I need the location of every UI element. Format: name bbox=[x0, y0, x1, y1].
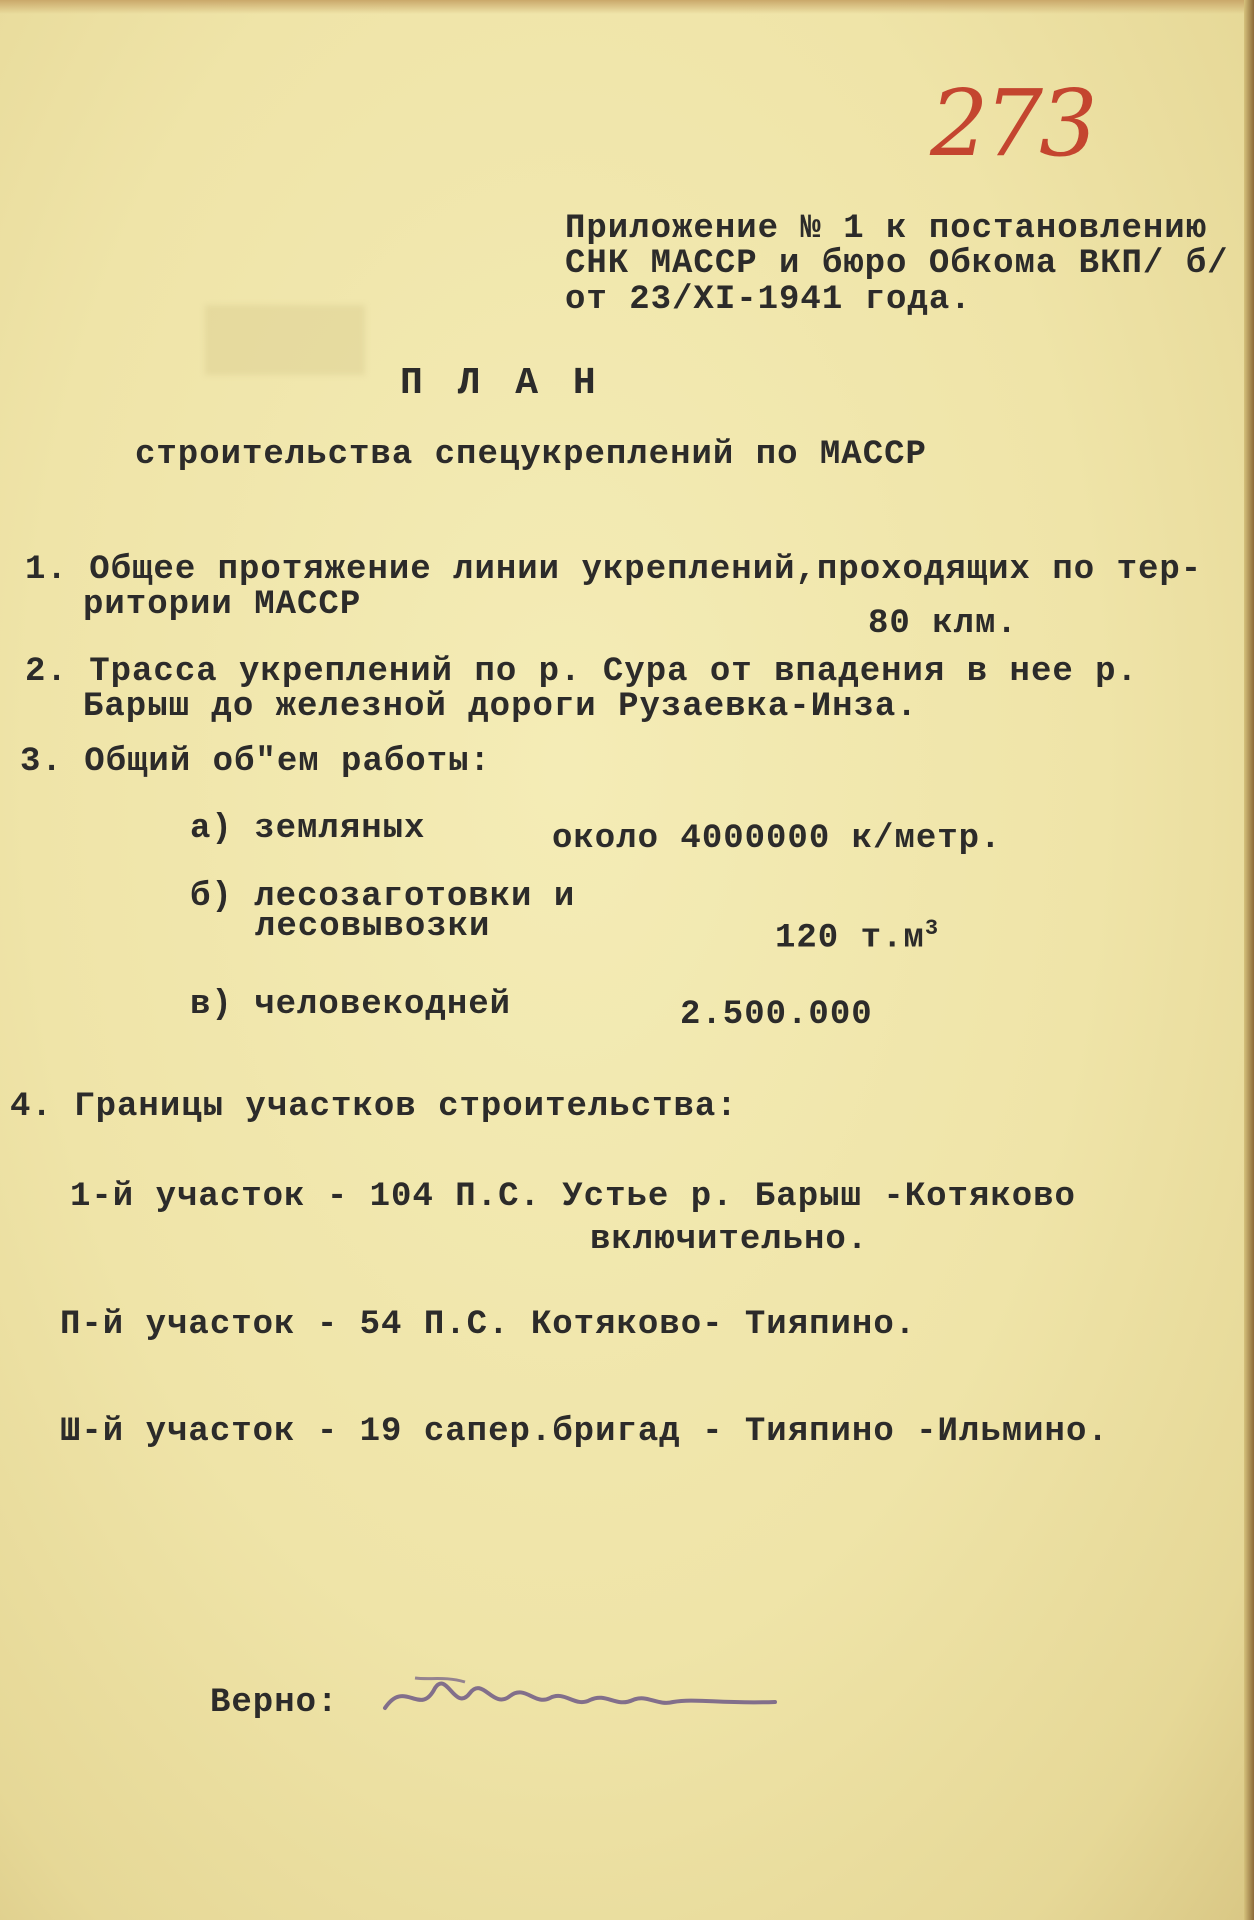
item-3b-label-2: лесовывозки bbox=[255, 908, 491, 946]
signature bbox=[375, 1658, 795, 1738]
item-3a-value: около 4000000 к/метр. bbox=[552, 820, 1002, 858]
item-3c-value: 2.500.000 bbox=[680, 996, 873, 1034]
document-title: П Л А Н bbox=[400, 362, 602, 405]
page-right-edge bbox=[1244, 0, 1254, 1920]
item-3b-label-1: б) лесозаготовки и bbox=[190, 878, 576, 916]
item-1-value: 80 клм. bbox=[868, 605, 1018, 643]
signature-label: Верно: bbox=[210, 1684, 339, 1722]
folio-number: 273 bbox=[930, 70, 1094, 177]
annex-line-2: СНК МАССР и бюро Обкома ВКП/ б/ bbox=[565, 245, 1229, 283]
section-2: П-й участок - 54 П.С. Котяково- Тияпино. bbox=[60, 1306, 917, 1344]
item-3-heading: 3. Общий об"ем работы: bbox=[20, 743, 491, 781]
item-3a-label: а) земляных bbox=[190, 810, 426, 848]
item-3c-label: в) человекодней bbox=[190, 986, 512, 1024]
item-3b-value: 120 $т.м^3$ bbox=[775, 916, 940, 958]
annex-line-1: Приложение № 1 к постановлению bbox=[565, 210, 1208, 248]
item-4-heading: 4. Границы участков строительства: bbox=[10, 1088, 738, 1126]
item-1-line-2: ритории МАССР bbox=[83, 586, 362, 624]
item-1-line-1: 1. Общее протяжение линии укреплений,проходящих по тер- bbox=[25, 551, 1203, 589]
annex-line-3: от 23/XI-1941 года. bbox=[565, 281, 972, 319]
item-2-line-1: 2. Трасса укреплений по р. Сура от впадения в нее р. bbox=[25, 653, 1138, 691]
section-3: Ш-й участок - 19 сапер.бригад - Тияпино -Ильмино. bbox=[60, 1413, 1109, 1451]
page-top-edge bbox=[0, 0, 1254, 14]
bleed-through-stamp bbox=[205, 305, 365, 375]
section-1-line-1: 1-й участок - 104 П.С. Устье р. Барыш -Котяково bbox=[70, 1178, 1076, 1216]
document-subtitle: строительства спецукреплений по МАССР bbox=[135, 436, 927, 474]
item-2-line-2: Барыш до железной дороги Рузаевка-Инза. bbox=[83, 688, 918, 726]
section-1-line-2: включительно. bbox=[590, 1221, 869, 1259]
